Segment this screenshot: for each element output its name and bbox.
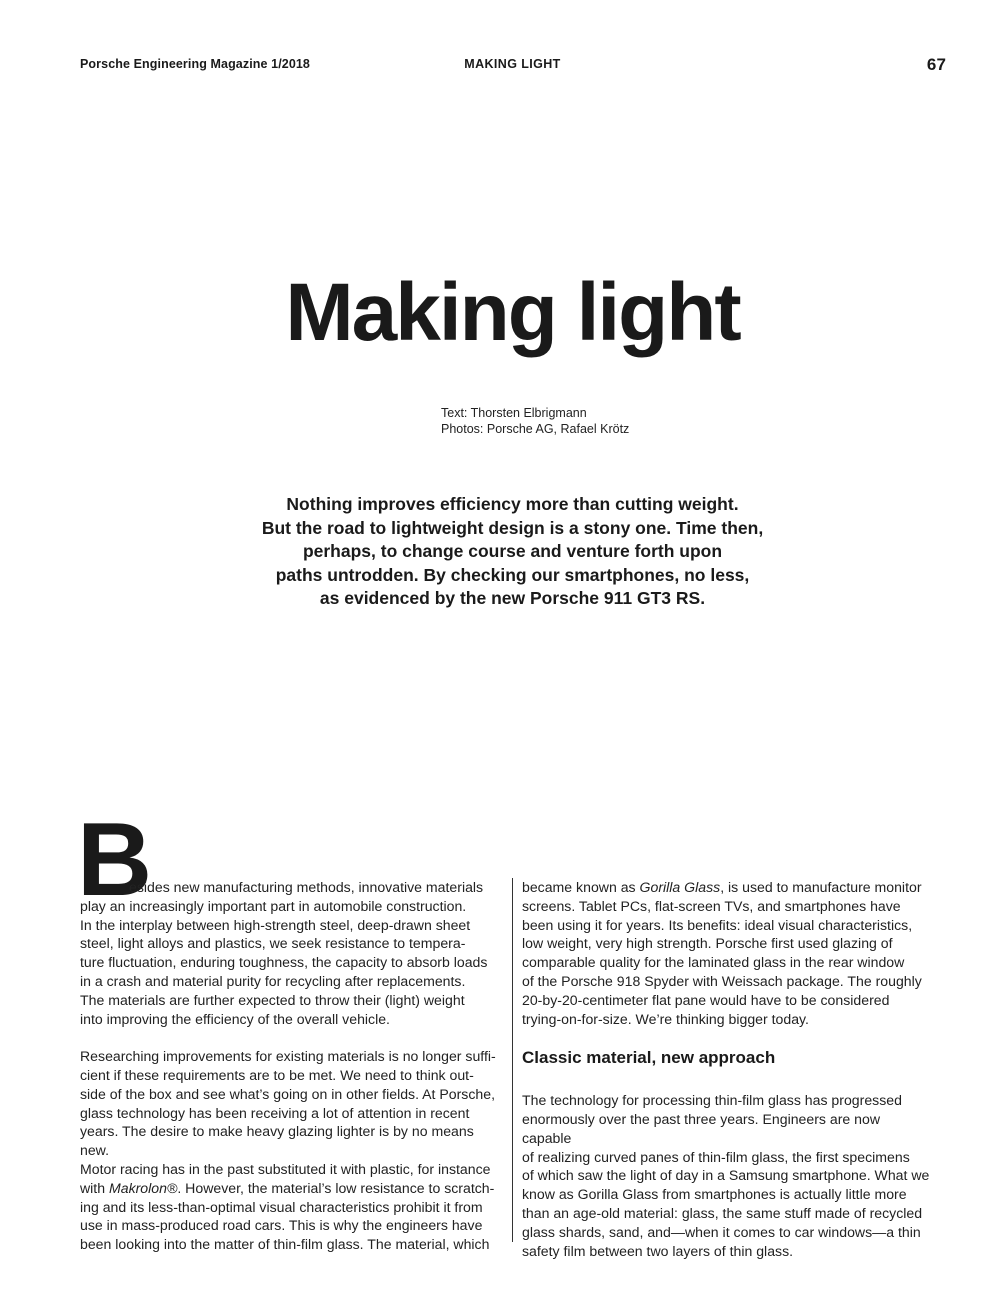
photo-credit: Photos: Porsche AG, Rafael Krötz: [441, 421, 630, 436]
drop-cap: B: [77, 802, 150, 918]
column-divider: [512, 878, 513, 1242]
body-paragraph: [522, 1091, 932, 1260]
body-line: play an increasingly important part in automobile construction.: [80, 897, 467, 914]
body-text: became known as: [522, 879, 640, 895]
body-line: The materials are further expected to throw their (light) weight: [80, 991, 465, 1008]
text-credit: Text: Thorsten Elbrigmann: [441, 406, 587, 420]
article-title: Making light: [285, 267, 740, 358]
body-line: In the interplay between high-strength steel, deep-drawn sheet: [80, 916, 471, 933]
body-column-right: [522, 878, 932, 1279]
body-paragraph: [80, 1047, 505, 1254]
body-line: cient if these requirements are to be met. We need to think out-: [80, 1066, 474, 1083]
body-column-left: [80, 878, 505, 1273]
lead-line: paths untrodden. By checking our smartphones, no less,: [275, 564, 750, 585]
body-line: Motor racing has in the past substituted it with plastic, for instance: [80, 1160, 491, 1177]
body-line: safety film between two layers of thin glass.: [522, 1242, 794, 1259]
body-line: The technology for processing thin-film glass has progressed: [522, 1092, 902, 1109]
body-line: glass shards, sand, and—when it comes to car windows—a thin: [522, 1223, 921, 1240]
page-number: 67: [926, 55, 946, 74]
body-line: been looking into the matter of thin-film glass. The material, which: [80, 1236, 490, 1253]
lead-line: Nothing improves efficiency more than cutting weight.: [286, 494, 739, 514]
trademark-makrolon: Makrolon®: [108, 1179, 178, 1196]
body-line: low weight, very high strength. Porsche first used glazing of: [522, 935, 893, 952]
body-line: of which saw the light of day in a Samsung smartphone. What we: [522, 1167, 930, 1184]
body-line: screens. Tablet PCs, flat-screen TVs, and smartphones have: [522, 897, 901, 914]
body-line: know as Gorilla Glass from smartphones is actually little more: [522, 1186, 907, 1203]
lead-line: as evidenced by the new Porsche 911 GT3 RS.: [319, 588, 706, 608]
body-line: in a crash and material purity for recycling after replacements.: [80, 972, 466, 989]
body-line: esides new manufacturing methods, innovative materials: [129, 879, 484, 895]
lead-line: But the road to lightweight design is a stony one. Time then,: [261, 517, 764, 538]
lead-line: perhaps, to change course and venture forth upon: [302, 541, 723, 561]
section-title: MAKING LIGHT: [464, 57, 561, 71]
body-line: [80, 1179, 505, 1198]
body-line: use in mass-produced road cars. This is why the engineers have: [80, 1217, 483, 1234]
body-text: . However, the material’s low resistance to scratch-: [177, 1179, 495, 1196]
body-text: with: [80, 1179, 109, 1196]
body-line: enormously over the past three years. Engineers are now capable: [522, 1110, 881, 1146]
body-paragraph: [522, 878, 932, 1028]
trademark-gorilla-glass: Gorilla Glass: [639, 879, 721, 895]
body-line: Researching improvements for existing materials is no longer suffi-: [80, 1048, 496, 1065]
body-line: glass technology has been receiving a lot of attention in recent: [80, 1104, 470, 1121]
publication-name: Porsche Engineering Magazine 1/2018: [80, 57, 310, 71]
body-line: trying-on-for-size. We’re thinking bigger today.: [522, 1010, 809, 1027]
body-line: comparable quality for the laminated glass in the rear window: [522, 954, 905, 971]
body-line: side of the box and see what’s going on in other fields. At Porsche,: [80, 1085, 495, 1102]
body-line: [522, 878, 932, 897]
body-line: of realizing curved panes of thin-film glass, the first specimens: [522, 1148, 910, 1165]
body-line: been using it for years. Its benefits: ideal visual characteristics,: [522, 916, 913, 933]
section-subheading: Classic material, new approach: [522, 1048, 776, 1068]
body-line: than an age-old material: glass, the same stuff made of recycled: [522, 1204, 923, 1221]
body-line: into improving the efficiency of the overall vehicle.: [80, 1010, 390, 1027]
body-line: steel, light alloys and plastics, we seek resistance to tempera-: [80, 935, 466, 952]
body-line: ing and its less-than-optimal visual characteristics prohibit it from: [80, 1198, 483, 1215]
body-paragraph: [80, 878, 505, 1028]
body-line: years. The desire to make heavy glazing lighter is by no means new.: [80, 1123, 474, 1159]
body-line: 20-by-20-centimeter flat pane would have to be considered: [522, 991, 890, 1008]
body-text: , is used to manufacture monitor: [720, 879, 922, 895]
body-line: of the Porsche 918 Spyder with Weissach package. The roughly: [522, 972, 922, 989]
body-line: ture fluctuation, enduring toughness, the capacity to absorb loads: [80, 954, 488, 971]
article-lead: [230, 493, 795, 611]
article-credits: [441, 406, 629, 437]
